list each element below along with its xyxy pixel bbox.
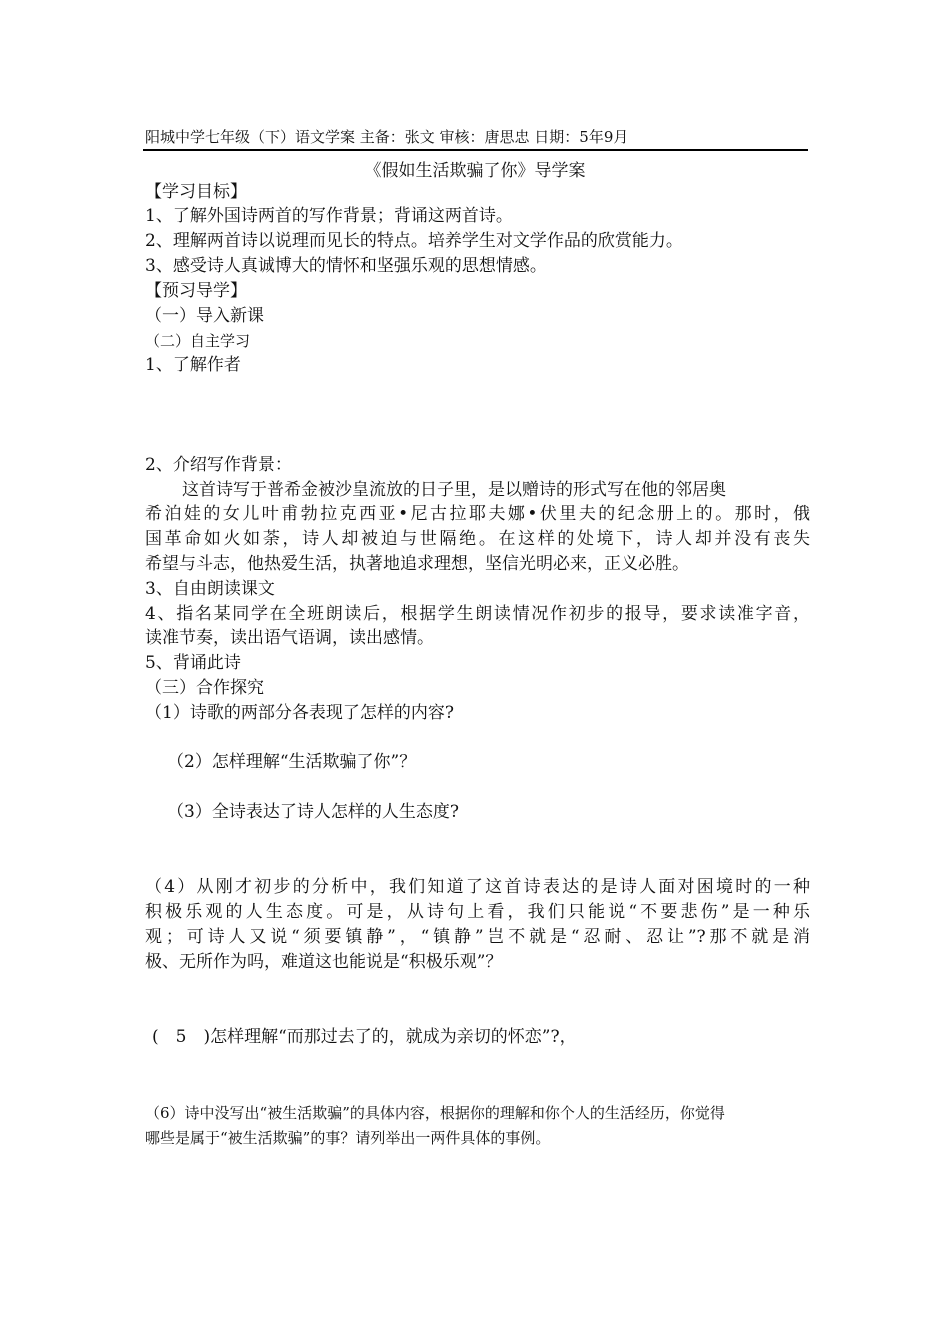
question-2: （2）怎样理解“生活欺骗了你”？ (167, 752, 417, 772)
question-5: ( 5 )怎样理解“而那过去了的，就成为亲切的怀恋”?， (152, 1027, 577, 1047)
preview-item-4-line: 读准节奏，读出语气语调，读出感情。 (145, 628, 434, 648)
goals-heading: 【学习目标】 (145, 182, 247, 202)
question-4-line: 极、无所作为吗，难道这也能说是“积极乐观”？ (145, 952, 503, 972)
question-4-line: 积极乐观的人生态度。可是，从诗句上看，我们只能说“不要悲伤”是一种乐 (145, 902, 810, 922)
question-1: （1）诗歌的两部分各表现了怎样的内容? (145, 703, 454, 723)
question-4-line: （4）从刚才初步的分析中，我们知道了这首诗表达的是诗人面对困境时的一种 (145, 877, 810, 897)
goal-item: 2、理解两首诗以说理而见长的特点。培养学生对文学作品的欣赏能力。 (145, 231, 683, 251)
background-line: 希泊娃的女儿叶甫勃拉克西亚•尼古拉耶夫娜•伏里夫的纪念册上的。那时，俄 (145, 504, 810, 524)
question-4-line: 观；可诗人又说“须要镇静”，“镇静”岂不就是“忍耐、忍让”?那不就是消 (145, 927, 810, 947)
background-line: 希望与斗志，他热爱生活，执著地追求理想，坚信光明必来，正义必胜。 (145, 554, 689, 574)
preview-item-4-line: 4、指名某同学在全班朗读后，根据学生朗读情况作初步的报导，要求读准字音， (145, 604, 810, 624)
background-line: 国革命如火如荼，诗人却被迫与世隔绝。在这样的处境下，诗人却并没有丧失 (145, 529, 810, 549)
page-title: 《假如生活欺骗了你》导学案 (364, 161, 586, 181)
preview-item-5: 5、背诵此诗 (145, 653, 241, 673)
question-3: （3）全诗表达了诗人怎样的人生态度? (167, 802, 459, 822)
header-rule (143, 149, 808, 151)
question-6-line: （6）诗中没写出“被生活欺骗”的具体内容，根据你的理解和你个人的生活经历，你觉得 (145, 1104, 725, 1122)
preview-item-1: 1、了解作者 (145, 355, 241, 375)
goal-item: 1、了解外国诗两首的写作背景；背诵这两首诗。 (145, 206, 513, 226)
background-line: 这首诗写于普希金被沙皇流放的日子里，是以赠诗的形式写在他的邻居奥 (182, 480, 726, 500)
goal-item: 3、感受诗人真诚博大的情怀和坚强乐观的思想情感。 (145, 256, 547, 276)
explore-heading: （三）合作探究 (145, 678, 264, 698)
preview-heading: 【预习导学】 (145, 281, 247, 301)
preview-part-2: （二）自主学习 (145, 332, 251, 350)
preview-item-2: 2、介绍写作背景： (145, 455, 292, 475)
preview-item-3: 3、自由朗读课文 (145, 579, 275, 599)
question-6-line: 哪些是属于“被生活欺骗”的事？请列举出一两件具体的事例。 (145, 1129, 551, 1147)
document-header: 阳城中学七年级（下）语文学案 主备：张文 审核：唐思忠 日期：5年9月 (145, 128, 629, 146)
preview-part-1: （一）导入新课 (145, 306, 264, 326)
